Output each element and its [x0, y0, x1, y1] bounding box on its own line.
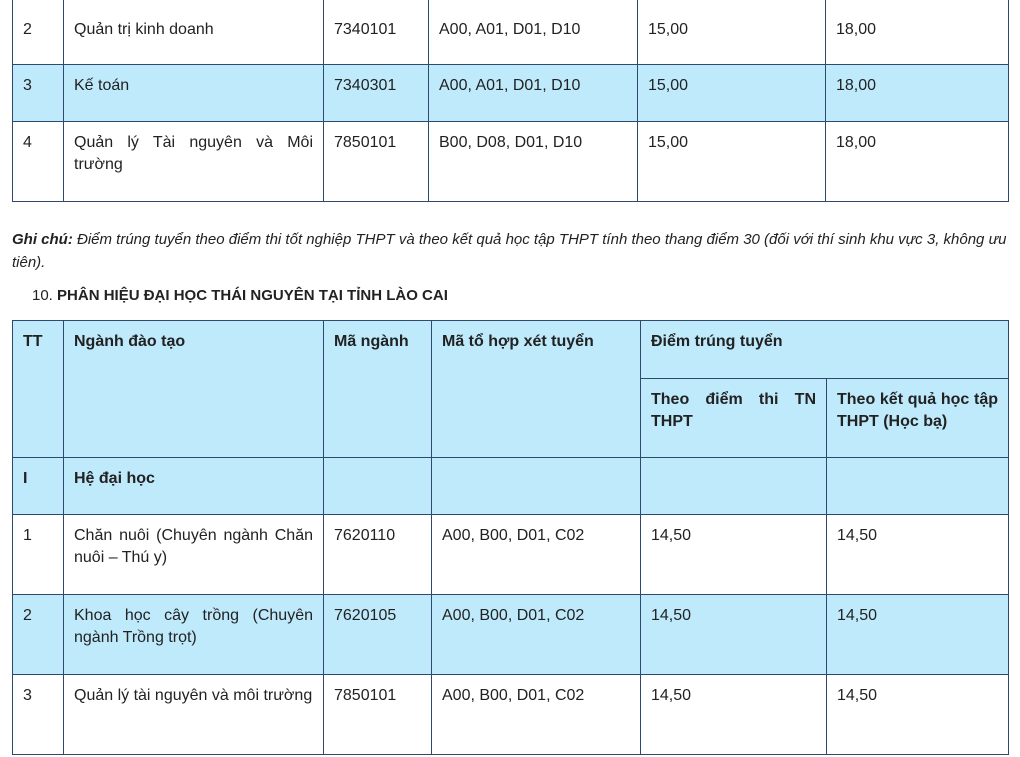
cell-code: 7340101 — [324, 0, 429, 65]
cell-code: 7620105 — [324, 595, 432, 675]
header-score: Điểm trúng tuyển — [641, 321, 1009, 379]
cell-major: Quản lý Tài nguyên và Môi trường — [64, 122, 324, 202]
table-row — [13, 515, 1009, 595]
cell-combo: A00, A01, D01, D10 — [429, 65, 638, 122]
cell-tt: 3 — [13, 675, 64, 755]
header-combo: Mã tổ hợp xét tuyển — [432, 321, 641, 458]
section-heading — [32, 286, 448, 306]
cell-thpt: 15,00 — [638, 122, 826, 202]
cell-tt: 1 — [13, 515, 64, 595]
cell-empty — [641, 458, 827, 515]
cell-hocba: 14,50 — [827, 595, 1009, 675]
cell-combo: B00, D08, D01, D10 — [429, 122, 638, 202]
note-paragraph — [12, 228, 1008, 274]
cell-major: Quản lý tài nguyên và môi trường — [64, 675, 324, 755]
cell-code: 7850101 — [324, 675, 432, 755]
header-hocba: Theo kết quả học tập THPT (Học bạ) — [827, 379, 1009, 458]
section-number: 10. — [32, 287, 53, 304]
header-thpt: Theo điểm thi TN THPT — [641, 379, 827, 458]
cell-empty — [827, 458, 1009, 515]
table-group-row — [13, 458, 1009, 515]
header-code: Mã ngành — [324, 321, 432, 458]
cell-hocba: 18,00 — [826, 122, 1009, 202]
header-tt: TT — [13, 321, 64, 458]
cell-tt: I — [13, 458, 64, 515]
header-major: Ngành đào tạo — [64, 321, 324, 458]
note-label: Ghi chú: — [12, 231, 73, 248]
cell-code: 7340301 — [324, 65, 429, 122]
table-row — [13, 675, 1009, 755]
table-row — [13, 122, 1009, 202]
cell-hocba: 18,00 — [826, 65, 1009, 122]
cell-major: Khoa học cây trồng (Chuyên ngành Trồng trọt) — [64, 595, 324, 675]
cell-hocba: 14,50 — [827, 675, 1009, 755]
cell-major: Quản trị kinh doanh — [64, 0, 324, 65]
cell-thpt: 14,50 — [641, 675, 827, 755]
cell-thpt: 15,00 — [638, 65, 826, 122]
cell-major: Kế toán — [64, 65, 324, 122]
cell-empty — [432, 458, 641, 515]
cell-tt: 3 — [13, 65, 64, 122]
cell-hocba: 14,50 — [827, 515, 1009, 595]
cell-combo: A00, B00, D01, C02 — [432, 595, 641, 675]
cell-thpt: 14,50 — [641, 595, 827, 675]
table-row — [13, 65, 1009, 122]
cell-tt: 4 — [13, 122, 64, 202]
cell-thpt: 14,50 — [641, 515, 827, 595]
cell-tt: 2 — [13, 595, 64, 675]
cell-major: Chăn nuôi (Chuyên ngành Chăn nuôi – Thú y) — [64, 515, 324, 595]
table-row — [13, 595, 1009, 675]
table-header-row — [13, 321, 1009, 379]
cell-combo: A00, A01, D01, D10 — [429, 0, 638, 65]
cell-empty — [324, 458, 432, 515]
cell-thpt: 15,00 — [638, 0, 826, 65]
cell-hocba: 18,00 — [826, 0, 1009, 65]
cell-combo: A00, B00, D01, C02 — [432, 675, 641, 755]
cell-group-label: Hệ đại học — [64, 458, 324, 515]
admission-table-lao-cai — [12, 320, 1009, 755]
cell-tt: 2 — [13, 0, 64, 65]
cell-code: 7620110 — [324, 515, 432, 595]
cell-code: 7850101 — [324, 122, 429, 202]
section-title: PHÂN HIỆU ĐẠI HỌC THÁI NGUYÊN TẠI TỈNH LÀO CAI — [57, 287, 448, 304]
table-row — [13, 0, 1009, 65]
admission-table-previous — [12, 0, 1009, 202]
note-text: Điểm trúng tuyển theo điểm thi tốt nghiệp THPT và theo kết quả học tập THPT tính theo thang điểm 30 (đối với thí sinh khu vực 3, không ưu tiên). — [12, 231, 1007, 271]
cell-combo: A00, B00, D01, C02 — [432, 515, 641, 595]
